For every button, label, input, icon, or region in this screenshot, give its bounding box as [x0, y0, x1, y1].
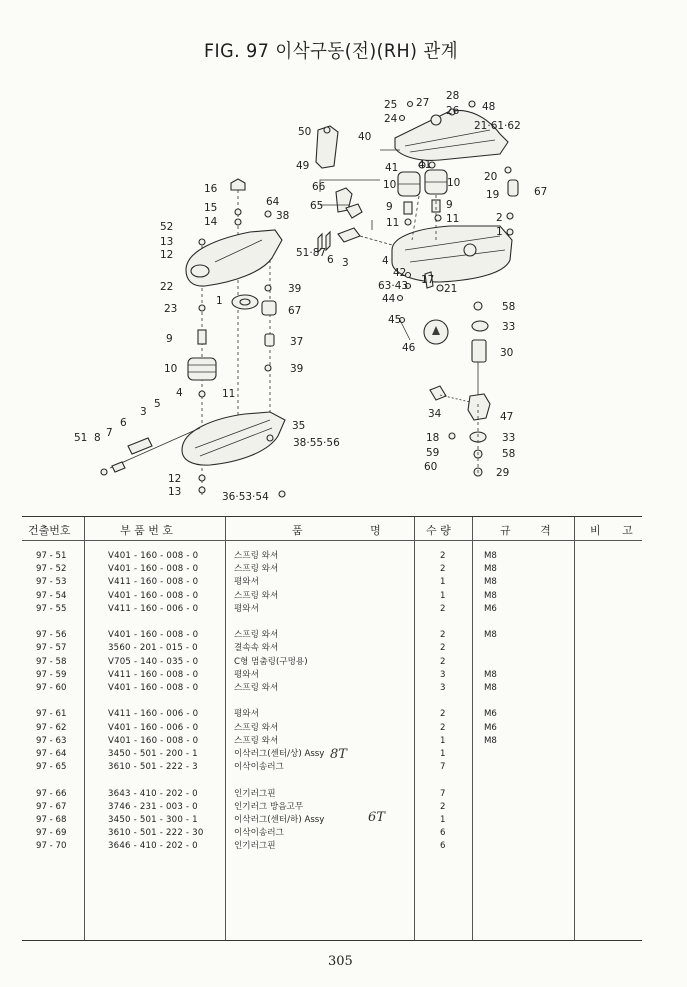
table-cell-part-no: 3646 - 410 - 202 - 0 — [108, 841, 198, 852]
callout-label: 14 — [204, 216, 218, 228]
table-cell-spec: M8 — [484, 630, 497, 641]
callout-label: 23 — [164, 303, 178, 315]
callout-label: 49 — [296, 160, 310, 172]
table-cell-spec: M8 — [484, 577, 497, 588]
table-cell-name: 스프링 와셔 — [234, 722, 279, 733]
table-cell-name: 스프링 와셔 — [234, 590, 279, 601]
callout-label: 12 — [168, 473, 182, 485]
callout-label: 33 — [502, 321, 516, 333]
callout-label: 10 — [447, 177, 461, 189]
table-cell-qty: 3 — [440, 683, 446, 693]
table-cell-qty: 6 — [440, 841, 446, 852]
callout-label: 9 — [446, 199, 453, 211]
callout-label: 41 — [418, 159, 432, 171]
table-cell-name: 결속속 와셔 — [234, 643, 279, 654]
callout-label: 50 — [298, 126, 312, 138]
callout-label: 8 — [94, 432, 101, 444]
callout-label: 51 — [74, 432, 88, 444]
callout-label: 51·87 — [296, 247, 327, 259]
table-cell-no: 97 - 66 — [36, 788, 67, 799]
column-divider — [472, 517, 473, 940]
table-cell-part-no: 3450 - 501 - 300 - 1 — [108, 815, 198, 825]
header-no: 건출번호 — [28, 524, 71, 537]
header-spec: 규 격 — [500, 524, 551, 537]
callout-label: 40 — [358, 131, 372, 143]
table-cell-spec: M8 — [484, 669, 497, 680]
callout-label: 9 — [166, 333, 173, 345]
table-cell-no: 97 - 58 — [36, 656, 67, 667]
callout-label: 26 — [446, 105, 460, 117]
table-cell-qty: 3 — [440, 669, 446, 680]
callout-label: 39 — [288, 283, 302, 295]
table-cell-no: 97 - 67 — [36, 801, 67, 812]
callout-label: 29 — [496, 467, 510, 479]
callout-label: 47 — [500, 411, 514, 423]
table-cell-name: 인기러그 방음고무 — [234, 801, 304, 812]
table-cell-qty: 1 — [440, 735, 446, 746]
column-divider — [414, 517, 415, 940]
table-cell-name: 이삭이송러그 — [234, 828, 284, 839]
table-cell-part-no: V401 - 160 - 008 - 0 — [108, 735, 199, 746]
callout-label: 64 — [266, 196, 280, 208]
figure-title: FIG. 97 이삭구동(전)(RH) 관계 — [204, 40, 459, 62]
callout-label: 46 — [402, 342, 416, 354]
callout-label: 67 — [288, 305, 302, 317]
table-cell-part-no: 3610 - 501 - 222 - 30 — [108, 828, 204, 839]
callout-label: 1 — [496, 226, 503, 238]
table-cell-no: 97 - 68 — [36, 815, 67, 825]
table-cell-no: 97 - 59 — [36, 669, 67, 680]
callout-label: 66 — [312, 181, 326, 193]
table-cell-qty: 2 — [440, 603, 446, 614]
table-cell-qty: 2 — [440, 630, 446, 641]
table-cell-qty: 2 — [440, 656, 446, 667]
table-cell-name: 평와셔 — [234, 577, 259, 588]
header-qty: 수 량 — [426, 524, 451, 537]
callout-label: 30 — [500, 347, 514, 359]
table-cell-qty: 2 — [440, 643, 446, 654]
callout-label: 2 — [496, 212, 503, 224]
table-cell-no: 97 - 69 — [36, 828, 67, 839]
table-cell-name: 이삭이송러그 — [234, 762, 284, 773]
handwritten-note: 8T — [330, 747, 347, 762]
table-cell-no: 97 - 57 — [36, 643, 67, 654]
callout-label: 13 — [160, 236, 174, 248]
table-cell-name: 스프링 와셔 — [234, 551, 279, 561]
callout-label: 58 — [502, 301, 516, 313]
parts-table — [22, 516, 642, 941]
table-cell-no: 97 - 60 — [36, 683, 67, 693]
callout-label: 27 — [416, 97, 430, 109]
callout-label: 4 — [176, 387, 183, 399]
table-cell-qty: 1 — [440, 590, 446, 601]
table-cell-no: 97 - 54 — [36, 590, 67, 601]
column-divider — [84, 517, 85, 940]
table-cell-qty: 2 — [440, 564, 446, 575]
callout-label: 39 — [290, 363, 304, 375]
table-cell-qty: 1 — [440, 749, 446, 759]
table-cell-name: 평와셔 — [234, 669, 259, 680]
table-cell-spec: M8 — [484, 735, 497, 746]
callout-label: 24 — [384, 113, 398, 125]
table-cell-no: 97 - 51 — [36, 551, 67, 561]
table-cell-part-no: 3746 - 231 - 003 - 0 — [108, 801, 198, 812]
table-cell-qty: 2 — [440, 709, 446, 720]
table-cell-no: 97 - 63 — [36, 735, 67, 746]
callout-label: 11 — [386, 217, 400, 229]
table-cell-spec: M6 — [484, 603, 497, 614]
table-cell-name: 이삭러그(센터/상) Assy — [234, 749, 325, 759]
table-cell-name: 인기러그핀 — [234, 841, 276, 852]
callout-label: 42 — [393, 267, 407, 279]
table-cell-part-no: 3450 - 501 - 200 - 1 — [108, 749, 198, 759]
table-cell-spec: M8 — [484, 590, 497, 601]
table-cell-no: 97 - 52 — [36, 564, 67, 575]
callout-label: 3 — [342, 257, 349, 269]
table-cell-spec: M6 — [484, 722, 497, 733]
table-cell-qty: 2 — [440, 722, 446, 733]
table-cell-part-no: 3643 - 410 - 202 - 0 — [108, 788, 198, 799]
callout-label: 16 — [204, 183, 218, 195]
callout-label: 6 — [120, 417, 127, 429]
table-cell-part-no: V411 - 160 - 006 - 0 — [108, 603, 199, 614]
callout-label: 21·61·62 — [474, 120, 521, 132]
table-cell-part-no: V401 - 160 - 008 - 0 — [108, 551, 199, 561]
left-drive-assembly — [101, 179, 285, 497]
callout-label: 5 — [154, 398, 161, 410]
table-cell-qty: 1 — [440, 815, 446, 825]
table-cell-name: C형 멈춤링(구멍용) — [234, 656, 308, 667]
callout-label: 67 — [534, 186, 548, 198]
table-cell-qty: 2 — [440, 801, 446, 812]
table-cell-name: 인기러그핀 — [234, 788, 276, 799]
table-cell-part-no: V401 - 160 - 008 - 0 — [108, 630, 199, 641]
callout-label: 1 — [216, 295, 223, 307]
callout-label: 11 — [222, 388, 236, 400]
callout-label: 10 — [164, 363, 178, 375]
table-cell-no: 97 - 53 — [36, 577, 67, 588]
handwritten-note: 6T — [368, 810, 385, 825]
table-cell-part-no: V411 - 160 - 008 - 0 — [108, 577, 199, 588]
callout-label: 3 — [140, 406, 147, 418]
callout-label: 10 — [383, 179, 397, 191]
callout-label: 4 — [382, 255, 389, 267]
table-cell-spec: M8 — [484, 564, 497, 575]
table-cell-part-no: V401 - 160 - 008 - 0 — [108, 564, 199, 575]
callout-label: 15 — [204, 202, 218, 214]
callout-label: 48 — [482, 101, 496, 113]
table-cell-qty: 7 — [440, 762, 446, 773]
table-cell-name: 평와셔 — [234, 709, 259, 720]
table-cell-part-no: V411 - 160 - 006 - 0 — [108, 709, 199, 720]
table-cell-spec: M6 — [484, 709, 497, 720]
table-cell-qty: 2 — [440, 551, 446, 561]
callout-label: 25 — [384, 99, 398, 111]
table-cell-name: 스프링 와셔 — [234, 683, 279, 693]
table-cell-part-no: 3610 - 501 - 222 - 3 — [108, 762, 198, 773]
table-cell-name: 스프링 와셔 — [234, 630, 279, 641]
header-remark: 비 고 — [590, 524, 633, 537]
callout-label: 52 — [160, 221, 174, 233]
callout-label: 11 — [446, 213, 460, 225]
table-cell-part-no: V401 - 160 - 006 - 0 — [108, 722, 199, 733]
callout-label: 12 — [160, 249, 174, 261]
callout-label: 13 — [168, 486, 182, 498]
table-cell-qty: 1 — [440, 577, 446, 588]
table-cell-part-no: 3560 - 201 - 015 - 0 — [108, 643, 198, 654]
table-cell-no: 97 - 70 — [36, 841, 67, 852]
callout-label: 65 — [310, 200, 324, 212]
callout-label: 38·55·56 — [293, 437, 340, 449]
callout-label: 7 — [106, 427, 113, 439]
callout-label: 35 — [292, 420, 306, 432]
callout-label: 18 — [426, 432, 440, 444]
callout-label: 44 — [382, 293, 396, 305]
callout-label: 22 — [160, 281, 174, 293]
callout-label: 20 — [484, 171, 498, 183]
callout-label: 17 — [421, 274, 435, 286]
table-cell-no: 97 - 65 — [36, 762, 67, 773]
column-divider — [574, 517, 575, 940]
callout-label: 60 — [424, 461, 438, 473]
page-number: 305 — [328, 954, 353, 969]
callout-label: 33 — [502, 432, 516, 444]
table-cell-part-no: V401 - 160 - 008 - 0 — [108, 590, 199, 601]
table-cell-no: 97 - 61 — [36, 709, 67, 720]
table-cell-qty: 6 — [440, 828, 446, 839]
callout-label: 34 — [428, 408, 442, 420]
table-cell-no: 97 - 55 — [36, 603, 67, 614]
callout-label: 9 — [386, 201, 393, 213]
callout-label: 21 — [444, 283, 458, 295]
column-divider — [225, 517, 226, 940]
table-cell-name: 스프링 와셔 — [234, 564, 279, 575]
header-part-no: 부 품 번 호 — [120, 524, 173, 537]
table-cell-spec: M8 — [484, 683, 497, 693]
table-cell-part-no: V401 - 160 - 008 - 0 — [108, 683, 199, 693]
table-cell-no: 97 - 64 — [36, 749, 67, 759]
table-cell-qty: 7 — [440, 788, 446, 799]
table-cell-part-no: V411 - 160 - 008 - 0 — [108, 669, 199, 680]
header-name: 품 명 — [292, 524, 381, 537]
table-cell-name: 스프링 와셔 — [234, 735, 279, 746]
callout-label: 6 — [327, 254, 334, 266]
table-cell-no: 97 - 56 — [36, 630, 67, 641]
callout-label: 37 — [290, 336, 304, 348]
table-cell-name: 이삭러그(센터/하) Assy — [234, 815, 325, 825]
callout-label: 36·53·54 — [222, 491, 269, 503]
callout-label: 45 — [388, 314, 402, 326]
callout-label: 63·43 — [378, 280, 409, 292]
callout-label: 58 — [502, 448, 516, 460]
table-cell-spec: M8 — [484, 551, 497, 561]
callout-label: 59 — [426, 447, 440, 459]
table-cell-no: 97 - 62 — [36, 722, 67, 733]
table-cell-part-no: V705 - 140 - 035 - 0 — [108, 656, 199, 667]
callout-label: 19 — [486, 189, 500, 201]
header-divider — [22, 540, 642, 541]
table-cell-name: 평와셔 — [234, 603, 259, 614]
callout-label: 41 — [385, 162, 399, 174]
callout-label: 28 — [446, 90, 460, 102]
callout-label: 38 — [276, 210, 290, 222]
